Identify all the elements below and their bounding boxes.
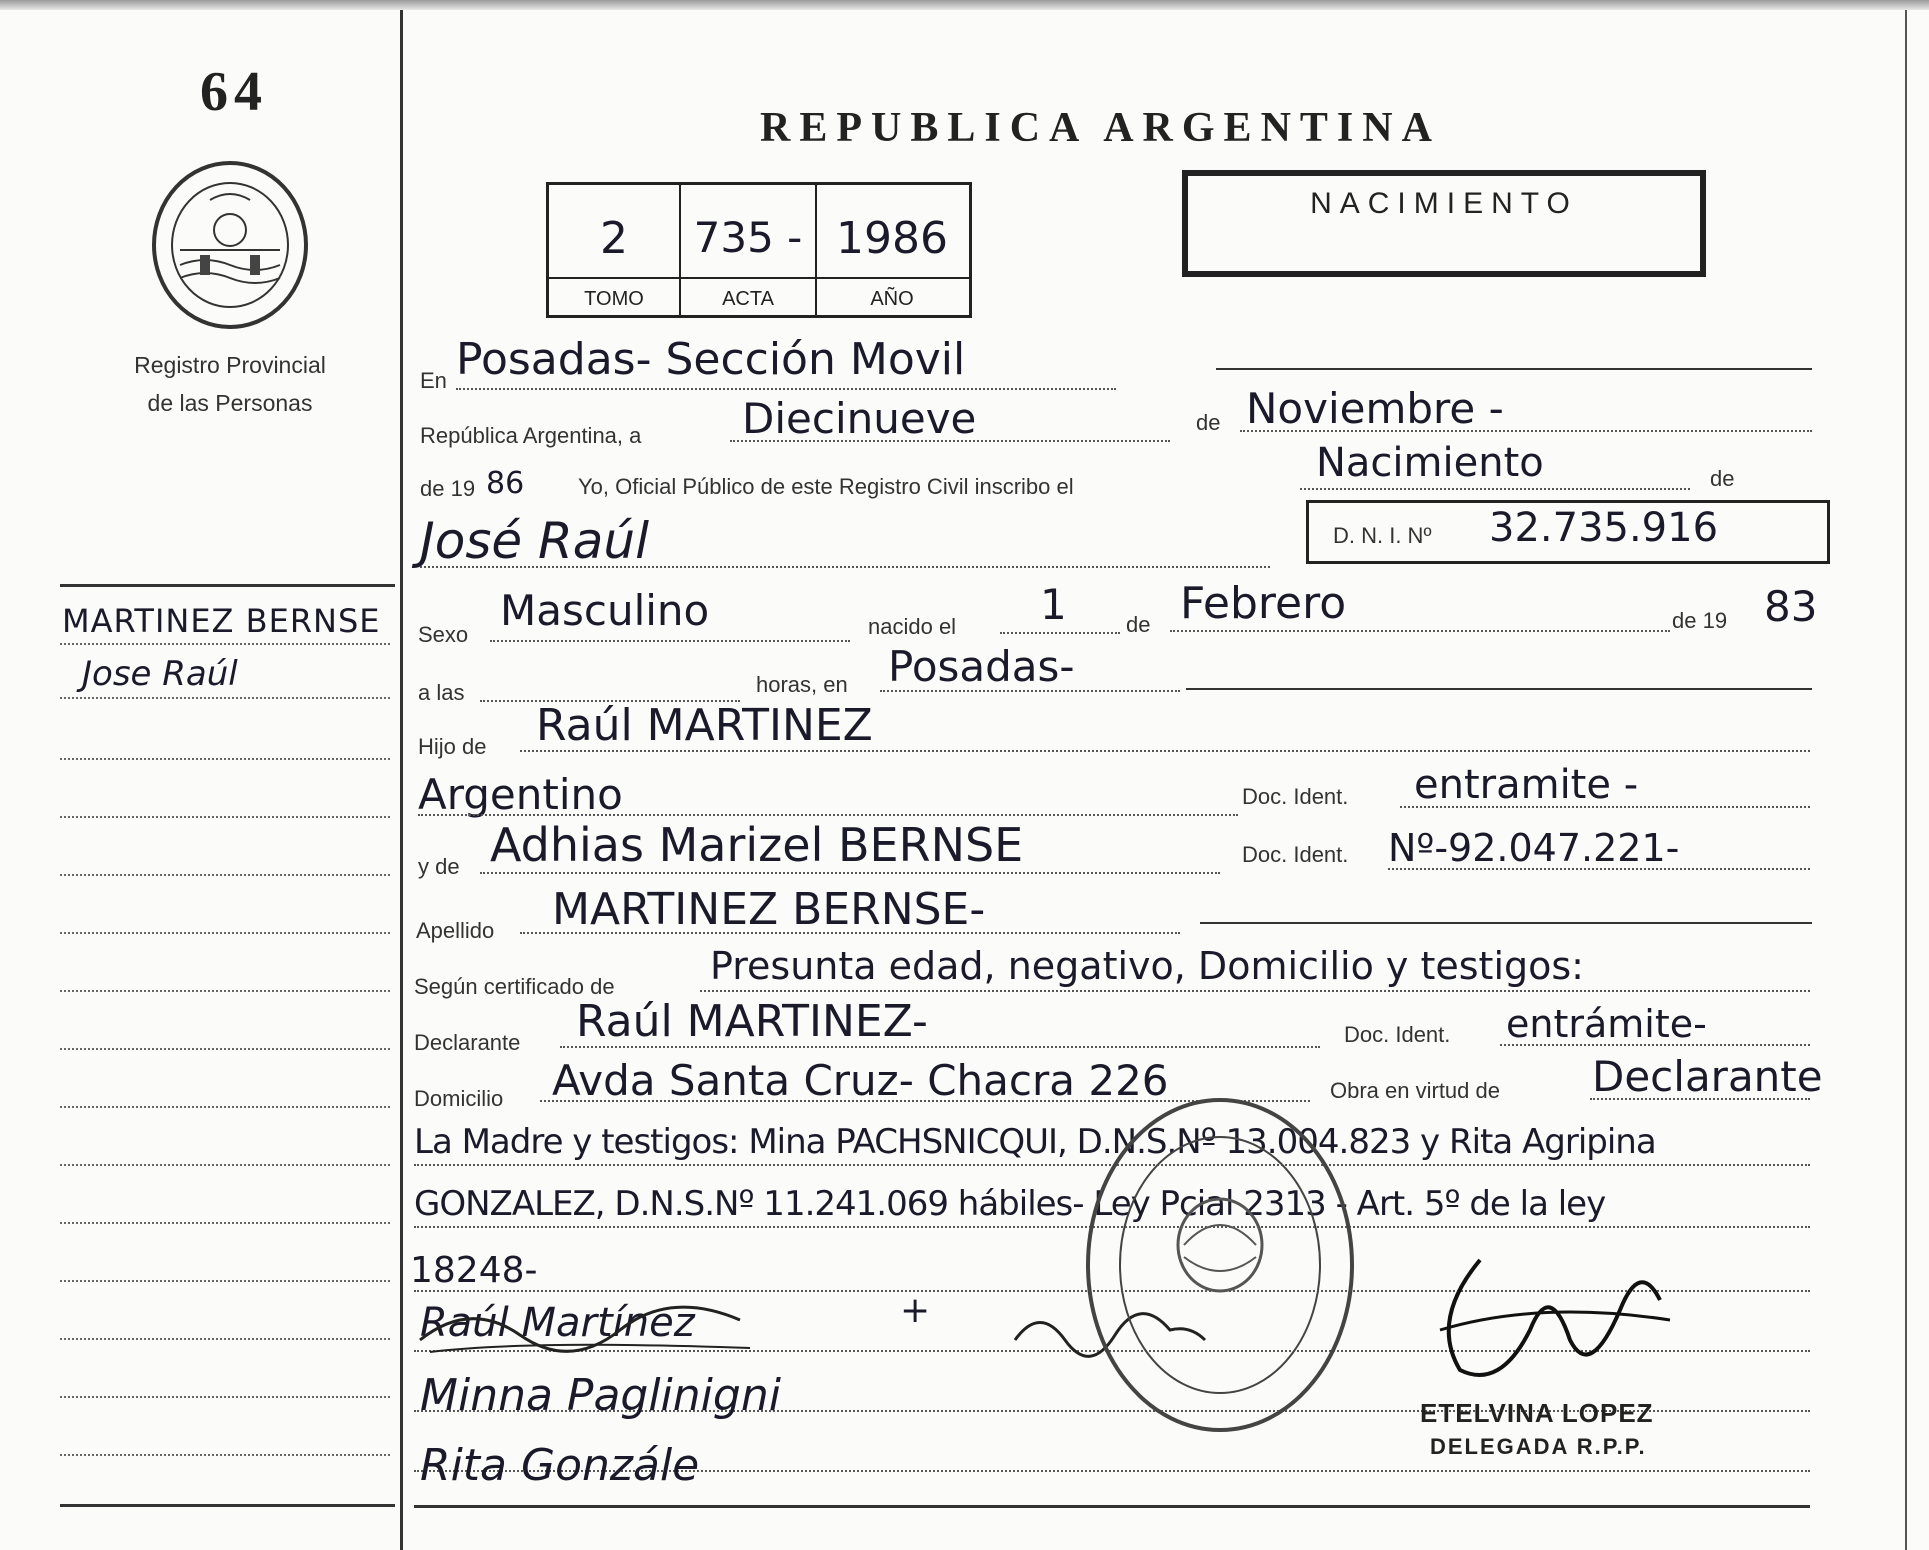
margin-line: [60, 758, 390, 760]
margin-line: [60, 1106, 390, 1108]
birth-place-line-end: [1186, 688, 1812, 690]
names-line: [420, 566, 1270, 568]
father-doc-label: Doc. Ident.: [1242, 784, 1349, 809]
surname-line-end: [1200, 922, 1812, 924]
margin-line: [60, 874, 390, 876]
month-value: Noviembre -: [1246, 384, 1504, 433]
sexo-line: [490, 640, 850, 642]
note-line-3: 18248-: [410, 1250, 538, 1291]
margin-line: [60, 1048, 390, 1050]
margin-divider: [400, 10, 403, 1550]
official-title: DELEGADA R.P.P.: [1430, 1434, 1647, 1459]
signature-father-scribble: [410, 1290, 770, 1370]
hijo-label: Hijo de: [418, 734, 487, 759]
dni-label: D. N. I. Nº: [1333, 523, 1432, 548]
de19-label: de 19: [420, 476, 476, 501]
declarante-line: [560, 1046, 1320, 1048]
acta-cell: [681, 185, 817, 315]
official-text: Yo, Oficial Público de este Registro Civil inscribo el: [578, 474, 1074, 499]
page-number: 64: [200, 61, 268, 123]
margin-top-rule: [60, 584, 395, 587]
margin-line: [60, 1338, 390, 1340]
surname-value: MARTINEZ BERNSE-: [552, 884, 986, 935]
mother-doc-line: [1388, 868, 1810, 870]
nacido-label: nacido el: [868, 614, 957, 639]
certificate-line: [700, 990, 1810, 992]
father-doc: entramite -: [1414, 762, 1639, 808]
acta-label: ACTA: [722, 288, 774, 310]
anio-cell: [817, 185, 967, 315]
dni-box: [1306, 500, 1830, 564]
cross-mark: +: [900, 1290, 931, 1331]
de-label-3: de: [1126, 612, 1151, 637]
margin-line: [60, 697, 390, 699]
surname-line: [520, 932, 1180, 934]
father-doc-line: [1400, 806, 1810, 808]
birth-year-suffix: 83: [1764, 582, 1818, 631]
father-line: [520, 750, 1810, 752]
mother-doc-label: Doc. Ident.: [1242, 842, 1349, 867]
margin-given-names: Jose Raúl: [82, 654, 238, 694]
anio-label: AÑO: [870, 288, 914, 310]
signature-father: Raúl Martínez: [420, 1300, 695, 1346]
provincial-seal: [150, 160, 310, 330]
month-line: [1240, 430, 1812, 432]
misiones-seal-icon: [150, 160, 310, 330]
yde-label: y de: [418, 854, 460, 879]
obra-label: Obra en virtud de: [1330, 1078, 1500, 1103]
declarante-doc-line: [1500, 1044, 1810, 1046]
horas-label: horas, en: [756, 672, 848, 697]
mother-name: Adhias Marizel BERNSE: [490, 818, 1024, 872]
registry-line-1: Registro Provincial: [134, 352, 326, 378]
margin-line: [60, 1164, 390, 1166]
dni-value: 32.735.916: [1489, 505, 1719, 551]
margin-line: [60, 1396, 390, 1398]
year-suffix: 86: [486, 466, 525, 501]
mother-line: [480, 872, 1220, 874]
birth-day-line: [1000, 632, 1120, 634]
bottom-rule: [414, 1505, 1810, 1508]
note-line-2: GONZALEZ, D.N.S.Nº 11.241.069 hábiles- Ley Pcial 2313 - Art. 5º de la ley: [414, 1184, 1606, 1224]
father-name: Raúl MARTINEZ: [536, 700, 873, 751]
day-value: Diecinueve: [742, 394, 977, 443]
margin-surname: MARTINEZ BERNSE: [62, 602, 381, 640]
note-line-1: La Madre y testigos: Mina PACHSNICQUI, D.N.S.Nº 13.004.823 y Rita Agripina: [414, 1122, 1656, 1162]
birth-month-line: [1170, 630, 1670, 632]
margin-line: [60, 1222, 390, 1224]
place-line-end: [1216, 368, 1812, 370]
registry-name: [90, 346, 370, 422]
margin-line: [60, 990, 390, 992]
official-signature: [1420, 1240, 1680, 1400]
right-border: [1905, 10, 1907, 1550]
certificate-value: Presunta edad, negativo, Domicilio y testigos:: [710, 944, 1584, 988]
declarante-value: Raúl MARTINEZ-: [576, 996, 928, 1047]
tomo-label: TOMO: [584, 288, 644, 310]
anio-value: 1986: [836, 213, 948, 264]
page-top-edge: [0, 0, 1929, 10]
segun-label: Según certificado de: [414, 974, 615, 999]
declarante-doc-label: Doc. Ident.: [1344, 1022, 1451, 1047]
alas-label: a las: [418, 680, 465, 705]
act-word: Nacimiento: [1316, 440, 1544, 486]
birth-month: Febrero: [1180, 578, 1347, 629]
mother-doc: Nº-92.047.221-: [1388, 826, 1680, 870]
en-label: En: [420, 368, 447, 393]
birth-place: Posadas-: [888, 642, 1075, 691]
official-name: ETELVINA LOPEZ: [1420, 1398, 1654, 1428]
declarante-label: Declarante: [414, 1030, 521, 1055]
apellido-label: Apellido: [416, 918, 495, 943]
signature-witness-1: Minna Paglinigni: [420, 1370, 781, 1421]
official-stamp: [1080, 1095, 1360, 1435]
birth-day: 1: [1040, 580, 1067, 629]
sexo-value: Masculino: [500, 586, 710, 635]
father-nationality: Argentino: [418, 770, 623, 819]
place-line: [456, 388, 1116, 390]
republica-label: República Argentina, a: [420, 423, 642, 448]
nationality-line: [418, 814, 1238, 816]
domicilio-value: Avda Santa Cruz- Chacra 226: [552, 1056, 1169, 1105]
margin-line: [60, 816, 390, 818]
obra-line: [1590, 1098, 1810, 1100]
stamp-seal-icon: [1080, 1095, 1360, 1435]
day-line: [730, 440, 1170, 442]
place-value: Posadas- Sección Movil: [456, 334, 966, 385]
domicilio-label: Domicilio: [414, 1086, 504, 1111]
act-word-line: [1300, 488, 1690, 490]
de19-label-2: de 19: [1672, 608, 1728, 633]
acta-value: 735 -: [693, 213, 803, 262]
birth-place-line: [880, 690, 1180, 692]
margin-line: [60, 932, 390, 934]
sexo-label: Sexo: [418, 622, 469, 647]
registry-line-2: de las Personas: [147, 390, 313, 416]
declarante-doc: entrámite-: [1506, 1002, 1707, 1046]
de-label: de: [1196, 410, 1221, 435]
tomo-value: 2: [600, 213, 628, 264]
margin-line: [60, 643, 390, 645]
first-names: José Raúl: [420, 512, 650, 570]
de-label-2: de: [1710, 466, 1735, 491]
obra-value: Declarante: [1592, 1052, 1823, 1101]
tomo-cell: [549, 185, 681, 315]
signature-witness-2: Rita Gonzále: [420, 1440, 700, 1491]
margin-line: [60, 1280, 390, 1282]
document-title: REPUBLICA ARGENTINA: [760, 105, 1441, 151]
margin-line: [60, 1454, 390, 1456]
record-number-box: [546, 182, 972, 318]
act-type-box: NACIMIENTO: [1182, 170, 1706, 277]
margin-bottom-rule: [60, 1504, 395, 1507]
